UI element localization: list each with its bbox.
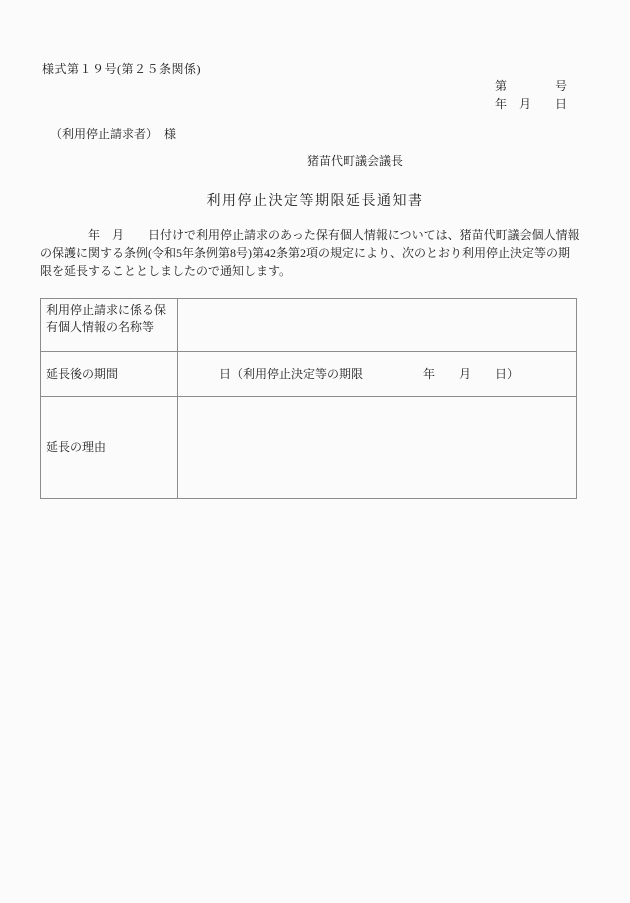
form-number: 様式第１９号(第２５条関係) <box>42 62 201 76</box>
doc-number-line: 第 号 <box>494 79 567 93</box>
notice-table <box>40 298 577 499</box>
doc-number-block <box>495 77 567 113</box>
body-line-2: の保護に関する条例(令和5年条例第8号)第42条第2項の規定により、次のとおり利用停止決定等の期 <box>40 246 570 260</box>
issuer-name: 猪苗代町議会議長 <box>307 154 404 168</box>
row-label-extended-period: 延長後の期間 <box>41 352 178 397</box>
row-label-held-info-name: 利用停止請求に係る保有個人情報の名称等 <box>41 299 178 352</box>
row-value-held-info-name <box>178 299 577 352</box>
table-row-held-info-name <box>41 299 577 352</box>
body-line-1: 年 月 日付けで利用停止請求のあった保有個人情報については、猪苗代町議会個人情報 <box>40 228 580 242</box>
body-paragraph <box>40 226 580 280</box>
table-row-extended-period <box>41 352 577 397</box>
row-value-extension-reason <box>178 397 577 499</box>
table-row-extension-reason <box>41 397 577 499</box>
row-label-extension-reason: 延長の理由 <box>41 397 178 499</box>
body-line-3: 限を延長することとしましたので通知します。 <box>40 264 292 278</box>
doc-date-line: 年 月 日 <box>494 97 567 111</box>
document-title: 利用停止決定等期限延長通知書 <box>206 194 424 209</box>
row-value-extended-period: 日（利用停止決定等の期限 年 月 日） <box>178 352 577 397</box>
addressee-line: （利用停止請求者） 様 <box>50 127 177 141</box>
